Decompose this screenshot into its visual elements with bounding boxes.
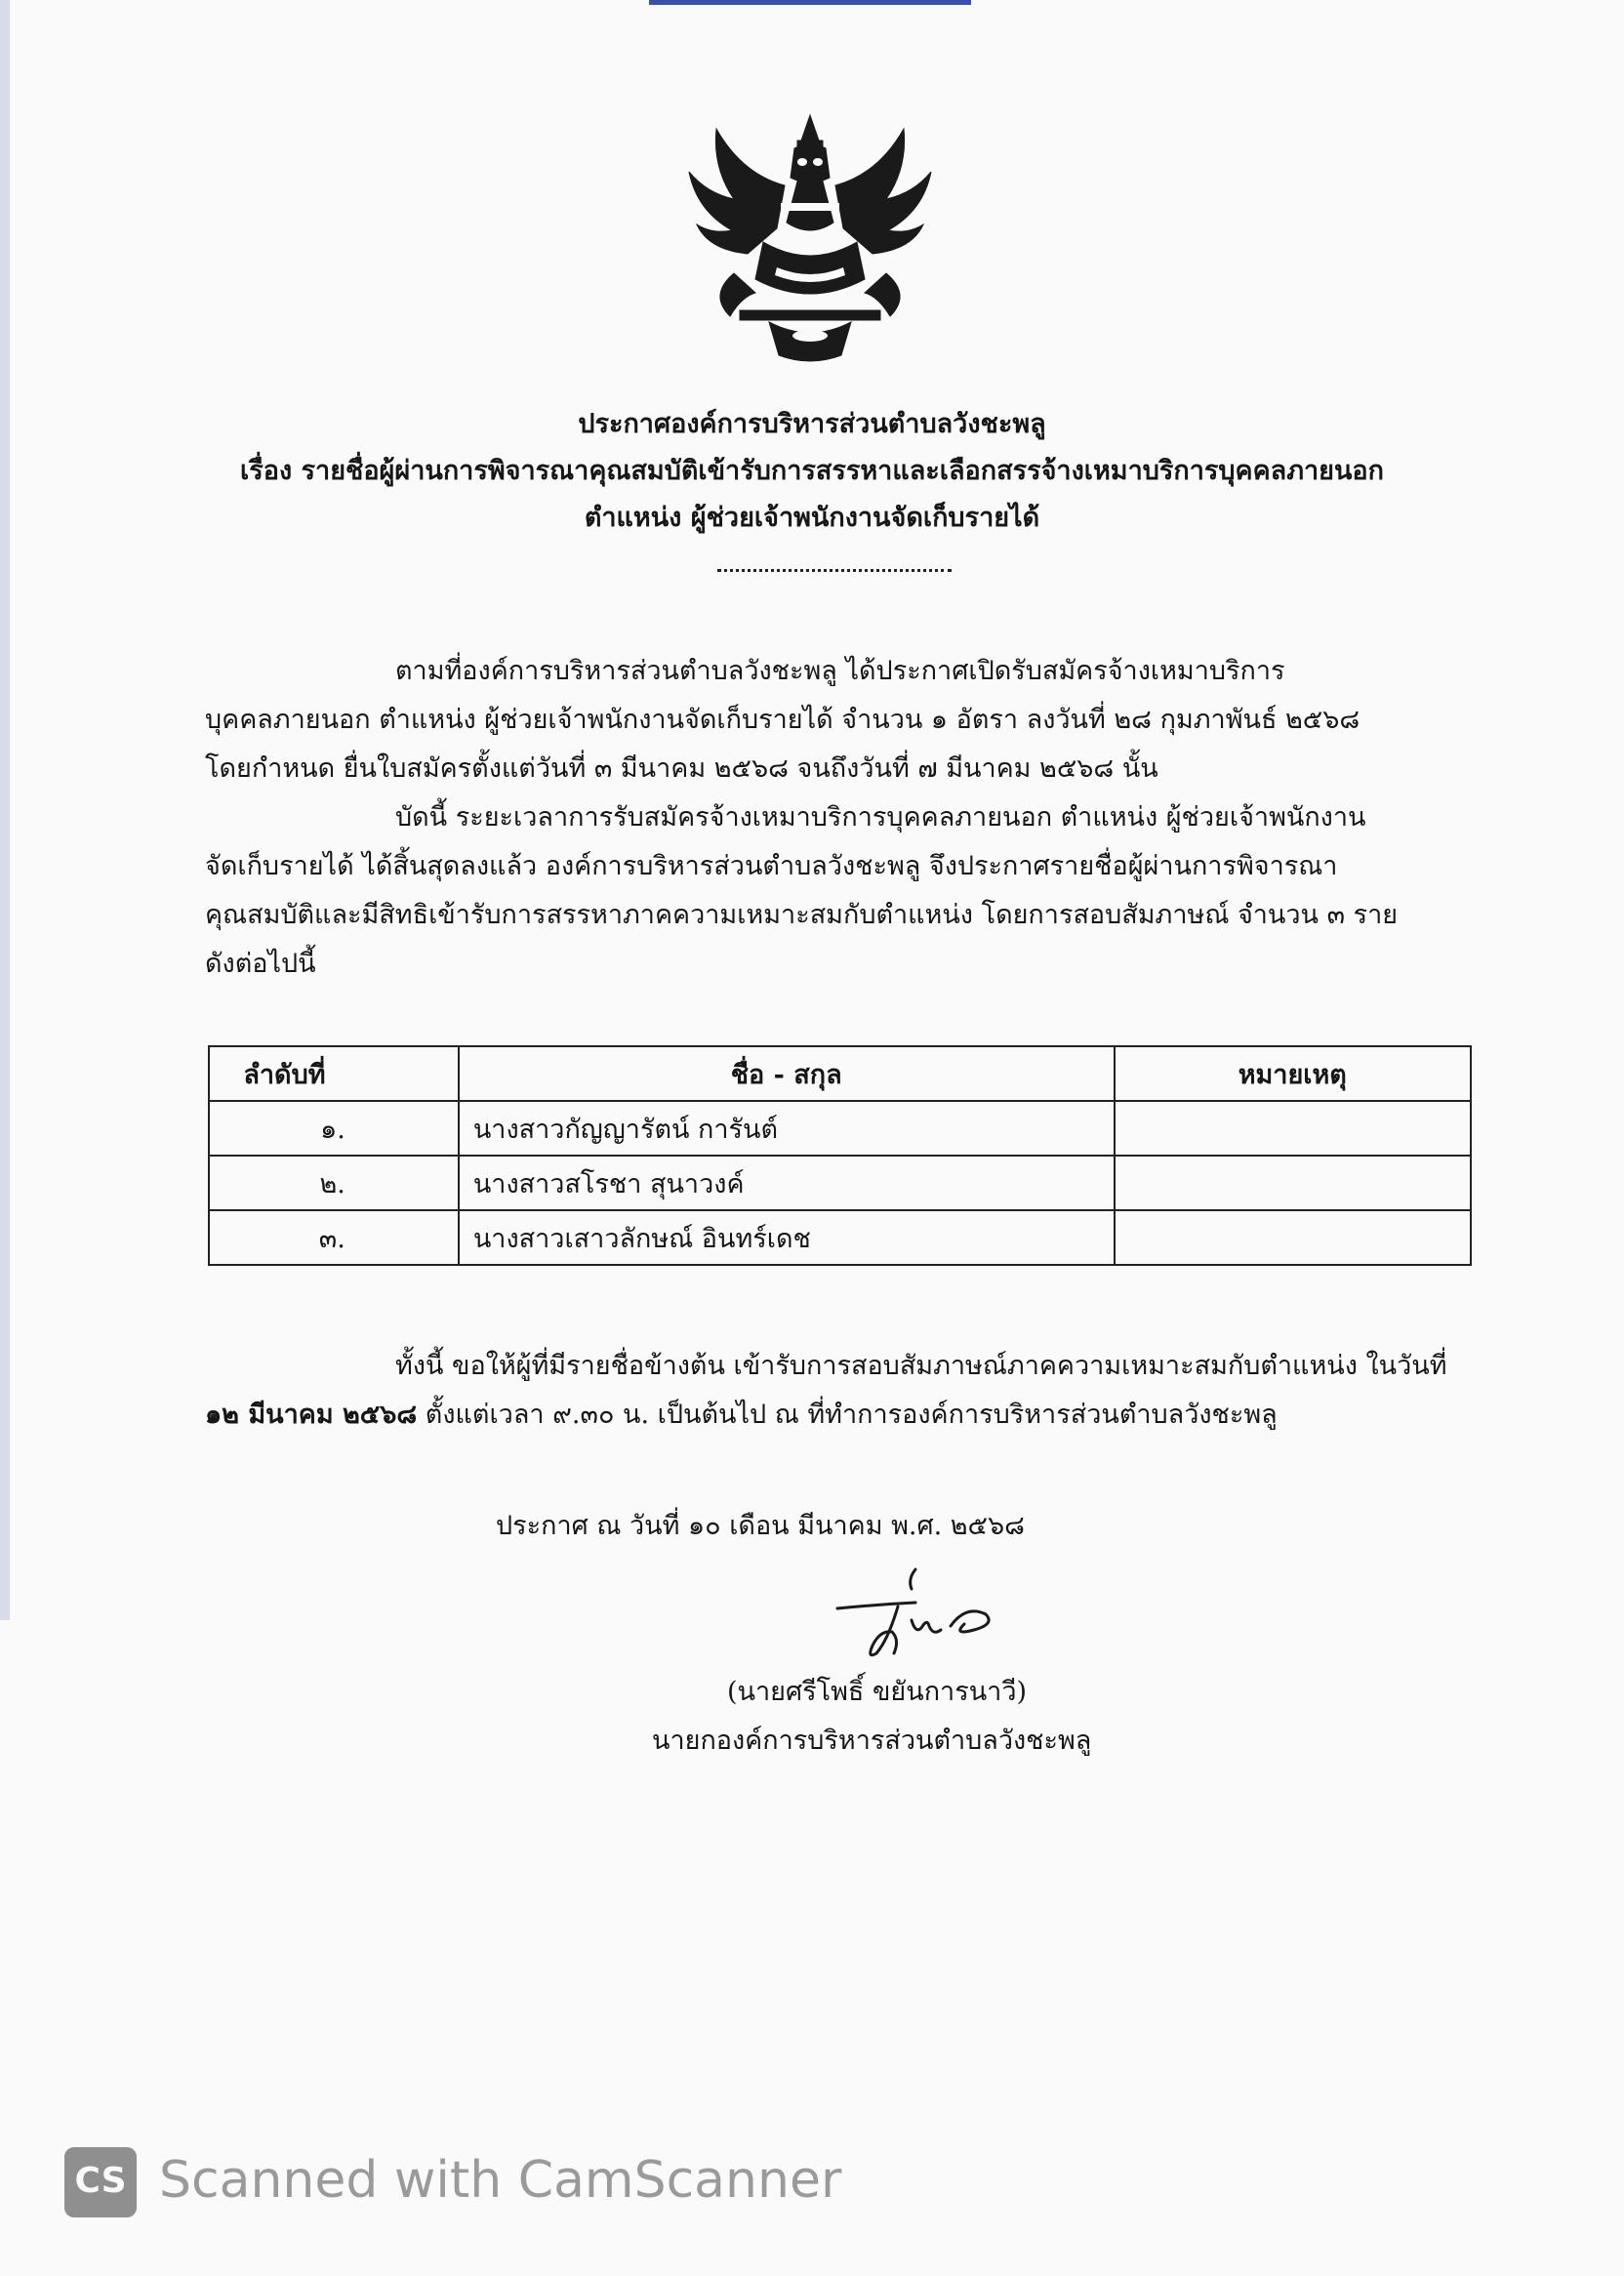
garuda-emblem [683, 105, 937, 364]
row-remark [1115, 1101, 1471, 1156]
handwritten-signature [830, 1562, 1005, 1669]
row-order: ๓. [209, 1210, 459, 1265]
row-name: นางสาวสโรชา สุนาวงค์ [459, 1156, 1115, 1210]
announcement-date: ประกาศ ณ วันที่ ๑๐ เดือน มีนาคม พ.ศ. ๒๕๖๘ [496, 1511, 1025, 1541]
signer-title: นายกองค์การบริหารส่วนตำบลวังชะพลู [652, 1726, 1092, 1756]
camscanner-logo: CS [64, 2147, 137, 2217]
row-name: นางสาวเสาวลักษณ์ อินทร์เดช [459, 1210, 1115, 1265]
dotted-divider [717, 569, 952, 572]
closing-line-1: ทั้งนี้ ขอให้ผู้ที่มีรายชื่อข้างต้น เข้ารับการสอบสัมภาษณ์ภาคความเหมาะสมกับตำแหน่ง ในวันที่ [395, 1351, 1447, 1381]
header-name: ชื่อ - สกุล [459, 1046, 1115, 1101]
row-name: นางสาวกัญญารัตน์ การันต์ [459, 1101, 1115, 1156]
candidate-table [208, 1045, 1472, 1266]
paragraph-1-line-1: ตามที่องค์การบริหารส่วนตำบลวังชะพลู ได้ประกาศเปิดรับสมัครจ้างเหมาบริการ [395, 656, 1285, 686]
paragraph-1-line-3: โดยกำหนด ยื่นใบสมัครตั้งแต่วันที่ ๓ มีนาคม ๒๕๖๘ จนถึงวันที่ ๗ มีนาคม ๒๕๖๘ นั้น [205, 753, 1158, 784]
closing-line-2 [205, 1398, 1474, 1433]
signer-name: (นายศรีโพธิ์ ขยันการนาวี) [727, 1677, 1028, 1707]
paragraph-2-line-4: ดังต่อไปนี้ [205, 949, 316, 979]
announcement-position: ตำแหน่ง ผู้ช่วยเจ้าพนักงานจัดเก็บรายได้ [584, 503, 1040, 533]
table-row [209, 1210, 1471, 1265]
table-row [209, 1101, 1471, 1156]
table-header-row [209, 1046, 1471, 1101]
row-remark [1115, 1210, 1471, 1265]
paragraph-2-line-2: จัดเก็บรายได้ ได้สิ้นสุดลงแล้ว องค์การบริหารส่วนตำบลวังชะพลู จึงประกาศรายชื่อผู้ผ่านการพิจารณา [205, 851, 1338, 881]
scan-top-edge [649, 0, 971, 5]
interview-date: ๑๒ มีนาคม ๒๕๖๘ [205, 1400, 418, 1430]
header-remark: หมายเหตุ [1115, 1046, 1471, 1101]
paragraph-1-line-2: บุคคลภายนอก ตำแหน่ง ผู้ช่วยเจ้าพนักงานจัดเก็บรายได้ จำนวน ๑ อัตรา ลงวันที่ ๒๘ กุมภาพันธ์ ๒๕๖๘ [205, 705, 1360, 735]
header-order: ลำดับที่ [209, 1046, 459, 1101]
announcement-subject: เรื่อง รายชื่อผู้ผ่านการพิจารณาคุณสมบัติเข้ารับการสรรหาและเลือกสรรจ้างเหมาบริการบุคคลภายนอก [240, 456, 1384, 486]
announcement-title: ประกาศองค์การบริหารส่วนตำบลวังชะพลู [578, 409, 1046, 439]
camscanner-watermark: Scanned with CamScanner [159, 2151, 842, 2210]
table-row [209, 1156, 1471, 1210]
paragraph-2-line-1: บัดนี้ ระยะเวลาการรับสมัครจ้างเหมาบริการบุคคลภายนอก ตำแหน่ง ผู้ช่วยเจ้าพนักงาน [395, 802, 1366, 833]
row-remark [1115, 1156, 1471, 1210]
row-order: ๑. [209, 1101, 459, 1156]
paragraph-2-line-3: คุณสมบัติและมีสิทธิเข้ารับการสรรหาภาคความเหมาะสมกับตำแหน่ง โดยการสอบสัมภาษณ์ จำนวน ๓ ราย [205, 900, 1399, 930]
interview-details: ตั้งแต่เวลา ๙.๓๐ น. เป็นต้นไป ณ ที่ทำการองค์การบริหารส่วนตำบลวังชะพลู [417, 1400, 1278, 1430]
row-order: ๒. [209, 1156, 459, 1210]
scan-left-edge [0, 0, 10, 1620]
